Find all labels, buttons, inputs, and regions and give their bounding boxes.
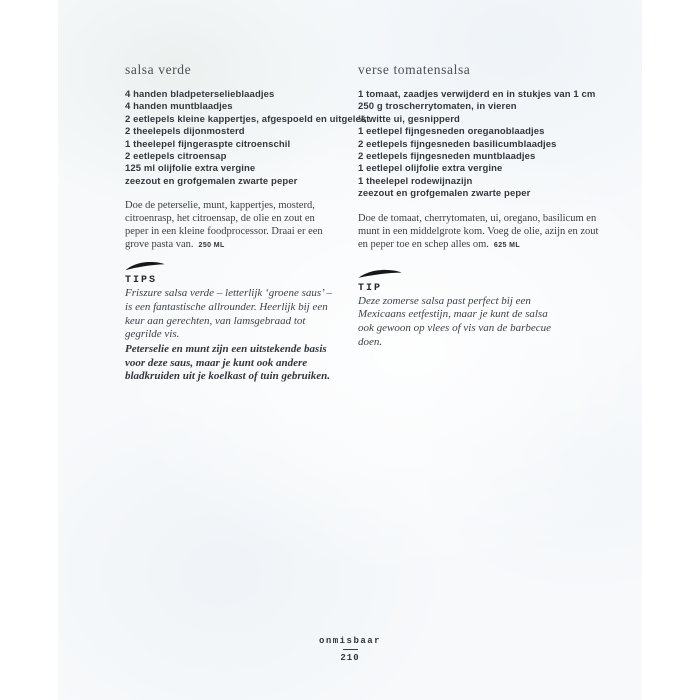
ingredient-line: zeezout en grofgemalen zwarte peper <box>358 188 531 200</box>
ingredient-line: 1 theelepel fijngeraspte citroenschil <box>125 138 291 150</box>
method-text: Doe de tomaat, cherrytomaten, ui, oregano, basilicum en munt in een middelgrote kom. Voeg de olie, azijn en zout en peper toe en schep alles om. <box>358 212 599 250</box>
tips-label: TIP <box>358 282 383 294</box>
ingredient-line: 1 eetlepel fijngesneden oreganoblaadjes <box>358 126 545 138</box>
recipe-title: verse tomatensalsa <box>358 62 471 77</box>
tip-text: Deze zomerse salsa past perfect bij een Mexicaans eetfestijn, maar je kunt de salsa ook gewoon op vlees of vis van de barbecue doen. <box>358 294 552 348</box>
ingredient-line: 4 handen bladpeterselieblaadjes <box>125 89 275 100</box>
method-paragraph <box>358 212 604 252</box>
chapter-label: onmisbaar <box>318 636 382 646</box>
ingredient-line: 2 eetlepels fijngesneden basilicumblaadjes <box>358 138 557 150</box>
ingredient-line: 2 theelepels dijonmosterd <box>125 126 245 138</box>
ingredient-line: 1 eetlepel olijfolie extra vergine <box>358 163 503 175</box>
ingredient-line: ¼ witte ui, gesnipperd <box>358 113 460 125</box>
yield-amount: 625 ML <box>493 241 521 249</box>
tips-label: TIPS <box>125 275 158 287</box>
ingredient-line: 4 handen muntblaadjes <box>125 101 233 113</box>
tip-text: Friszure salsa verde – letterlijk ‘groene saus’ – is een fantastische allrounder. Heerlijk bij een keur aan gerechten, van lamsgebraad tot gegrilde vis. <box>125 287 332 341</box>
ingredient-line: 2 eetlepels citroensap <box>125 151 227 163</box>
ingredient-line: 250 g troscherrytomaten, in vieren <box>358 101 517 113</box>
ingredient-line: 1 tomaat, zaadjes verwijderd en in stukjes van 1 cm <box>358 89 596 100</box>
tip-text-bold: Peterselie en munt zijn een uitstekende basis voor deze saus, maar je kunt ook andere bladkruiden uit je koelkast of tuin gebruiken. <box>125 343 331 383</box>
ingredient-line: 125 ml olijfolie extra vergine <box>125 163 256 175</box>
brush-stroke-icon <box>125 261 165 271</box>
recipe-title: salsa verde <box>125 62 192 77</box>
ingredient-list <box>358 89 606 201</box>
ingredient-list <box>125 89 370 188</box>
ingredient-line: zeezout en grofgemalen zwarte peper <box>125 175 298 187</box>
method-text: Doe de peterselie, munt, kappertjes, mosterd, citroenrasp, het citroensap, de olie en zout en peper in een kleine foodprocessor. Draai er een grove pasta van. <box>125 200 323 251</box>
page-footer <box>58 636 642 663</box>
footer-divider <box>343 649 358 650</box>
yield-amount: 250 ML <box>198 242 225 250</box>
book-page <box>58 0 642 700</box>
brush-stroke-icon <box>358 269 402 279</box>
method-paragraph <box>125 199 340 252</box>
ingredient-line: 2 eetlepels fijngesneden muntblaadjes <box>358 151 536 163</box>
page-number: 210 <box>340 653 360 663</box>
recipe-column-verse-tomatensalsa <box>358 62 606 349</box>
ingredient-line: 2 eetlepels kleine kappertjes, afgespoeld en uitgelekt <box>125 113 370 125</box>
recipe-column-salsa-verde <box>125 62 370 384</box>
ingredient-line: 1 theelepel rodewijnazijn <box>358 175 473 187</box>
